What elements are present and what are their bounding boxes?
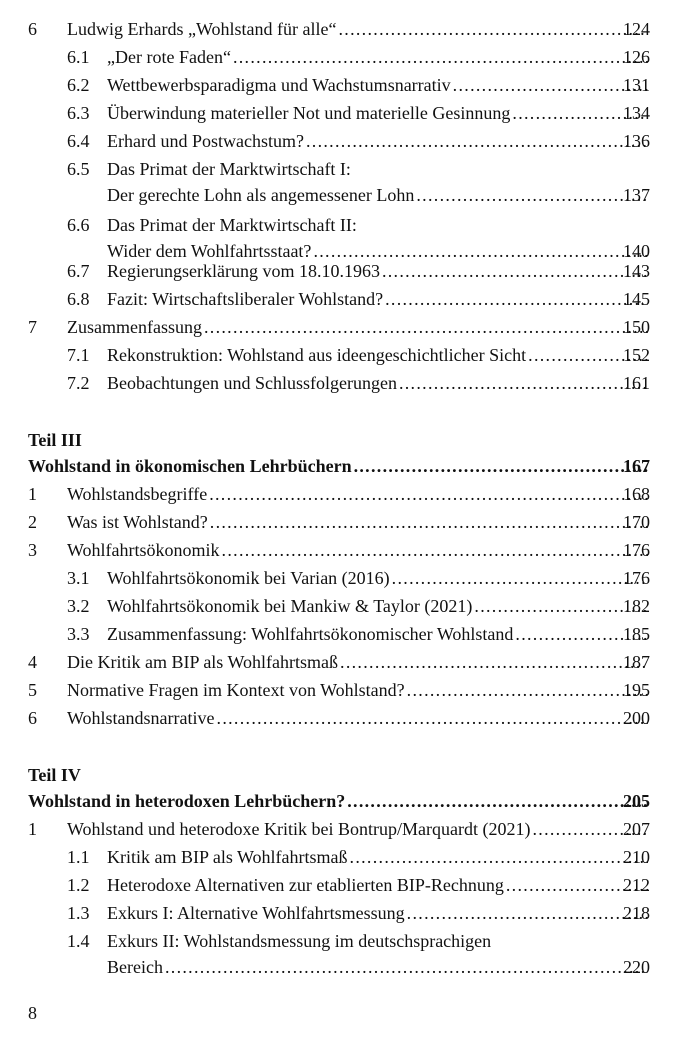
entry-title: Fazit: Wirtschaftsliberaler Wohlstand?: [107, 289, 384, 309]
entry-number: 4: [28, 652, 37, 672]
entry-title: Bereich: [107, 957, 163, 977]
toc-entry: [0, 900, 699, 926]
toc-entry: [0, 16, 699, 42]
entry-page: 195: [623, 680, 650, 700]
toc-entry: [0, 565, 699, 591]
entry-title: Erhard und Postwachstum?: [107, 131, 304, 151]
leader-dots: [204, 314, 648, 340]
entry-title: Regierungserklärung vom 18.10.1963: [107, 261, 380, 281]
entry-number: 3.3: [67, 624, 90, 644]
toc-entry: [0, 928, 699, 980]
entry-title: Normative Fragen im Kontext von Wohlstand?: [67, 680, 405, 700]
leader-dots: [474, 593, 648, 619]
entry-page: 168: [623, 484, 650, 504]
entry-page: 145: [623, 289, 650, 309]
toc-entry: [0, 258, 699, 284]
page-number: 8: [28, 1003, 37, 1023]
entry-number: 3.2: [67, 596, 90, 616]
toc-entry: [0, 100, 699, 126]
entry-title: „Der rote Faden“: [107, 47, 231, 67]
leader-dots: [382, 258, 648, 284]
entry-title: Wohlstandsbegriffe: [67, 484, 208, 504]
entry-number: 1.4: [67, 931, 90, 951]
entry-number: 6.6: [67, 215, 90, 235]
toc-entry: [0, 844, 699, 870]
entry-number: 2: [28, 512, 37, 532]
leader-dots: [217, 705, 648, 731]
entry-title: Ludwig Erhards „Wohlstand für alle“: [67, 19, 337, 39]
entry-page: 136: [623, 131, 650, 151]
toc-entry: [0, 128, 699, 154]
entry-page: 176: [623, 540, 650, 560]
entry-number: 6: [28, 708, 37, 728]
part-heading: [0, 788, 699, 814]
toc-entry: [0, 509, 699, 535]
entry-page: 176: [623, 568, 650, 588]
part-title: Wohlstand in heterodoxen Lehrbüchern?: [28, 791, 346, 811]
part-page: 167: [623, 456, 650, 476]
entry-page: 218: [623, 903, 650, 923]
toc-entry: [0, 677, 699, 703]
toc-entry: [0, 705, 699, 731]
entry-number: 3: [28, 540, 37, 560]
leader-dots: [416, 182, 648, 208]
entry-title: Der gerechte Lohn als angemessener Lohn: [107, 185, 415, 205]
leader-dots: [210, 509, 648, 535]
entry-page: 150: [623, 317, 650, 337]
entry-number: 6: [28, 19, 37, 39]
leader-dots: [222, 537, 648, 563]
toc-entry: [0, 481, 699, 507]
toc-entry: [0, 156, 699, 208]
entry-title: Was ist Wohlstand?: [67, 512, 208, 532]
entry-page: 212: [623, 875, 650, 895]
entry-number: 3.1: [67, 568, 90, 588]
leader-dots: [165, 954, 648, 980]
entry-title: Wohlfahrtsökonomik bei Mankiw & Taylor (2021): [107, 596, 473, 616]
leader-dots: [399, 370, 648, 396]
entry-page: 131: [623, 75, 650, 95]
entry-page: 137: [623, 185, 650, 205]
entry-page: 161: [623, 373, 650, 393]
entry-page: 124: [623, 19, 650, 39]
entry-page: 220: [623, 957, 650, 977]
entry-number: 6.5: [67, 159, 90, 179]
entry-title: Wohlfahrtsökonomik: [67, 540, 220, 560]
entry-page: 187: [623, 652, 650, 672]
entry-page: 185: [623, 624, 650, 644]
toc-entry: [0, 370, 699, 396]
entry-number: 5: [28, 680, 37, 700]
leader-dots: [354, 453, 648, 479]
entry-title: Wider dem Wohlfahrtsstaat?: [107, 241, 312, 261]
entry-page: 126: [623, 47, 650, 67]
entry-page: 210: [623, 847, 650, 867]
leader-dots: [306, 128, 648, 154]
part-title: Wohlstand in ökonomischen Lehrbüchern: [28, 456, 352, 476]
entry-number: 7.1: [67, 345, 90, 365]
part-label: Teil III: [28, 430, 82, 450]
part-heading: [0, 453, 699, 479]
entry-title: Die Kritik am BIP als Wohlfahrtsmaß: [67, 652, 339, 672]
entry-number: 1.2: [67, 875, 90, 895]
entry-title: Zusammenfassung: [67, 317, 202, 337]
leader-dots: [347, 788, 648, 814]
entry-page: 140: [623, 241, 650, 261]
toc-entry: [0, 314, 699, 340]
leader-dots: [338, 16, 648, 42]
entry-number: 1.3: [67, 903, 90, 923]
leader-dots: [407, 677, 648, 703]
entry-page: 182: [623, 596, 650, 616]
toc-entry: [0, 342, 699, 368]
toc-entry: [0, 649, 699, 675]
leader-dots: [233, 44, 648, 70]
toc-entry: [0, 286, 699, 312]
leader-dots: [385, 286, 648, 312]
toc-entry: [0, 621, 699, 647]
entry-title: Wettbewerbsparadigma und Wachstumsnarrativ: [107, 75, 451, 95]
entry-number: 6.7: [67, 261, 90, 281]
entry-title: Exkurs I: Alternative Wohlfahrtsmessung: [107, 903, 405, 923]
entry-page: 170: [623, 512, 650, 532]
entry-number: 1.1: [67, 847, 90, 867]
entry-number: 1: [28, 819, 37, 839]
part-label: Teil IV: [28, 765, 81, 785]
entry-number: 6.2: [67, 75, 90, 95]
toc-entry: [0, 72, 699, 98]
leader-dots: [407, 900, 648, 926]
toc-entry: [0, 816, 699, 842]
leader-dots: [209, 481, 648, 507]
entry-page: 143: [623, 261, 650, 281]
entry-number: 1: [28, 484, 37, 504]
entry-number: 7.2: [67, 373, 90, 393]
leader-dots: [392, 565, 648, 591]
entry-title: Überwindung materieller Not und materielle Gesinnung: [107, 103, 511, 123]
entry-number: 6.8: [67, 289, 90, 309]
entry-title: Wohlstandsnarrative: [67, 708, 215, 728]
entry-page: 152: [623, 345, 650, 365]
entry-title: Wohlfahrtsökonomik bei Varian (2016): [107, 568, 390, 588]
leader-dots: [350, 844, 648, 870]
leader-dots: [453, 72, 648, 98]
toc-entry: [0, 44, 699, 70]
entry-title-line1: Das Primat der Marktwirtschaft I:: [107, 159, 351, 179]
entry-title: Kritik am BIP als Wohlfahrtsmaß: [107, 847, 348, 867]
entry-title: Wohlstand und heterodoxe Kritik bei Bontrup/Marquardt (2021): [67, 819, 531, 839]
entry-title: Zusammenfassung: Wohlfahrtsökonomischer Wohlstand: [107, 624, 514, 644]
entry-title-line1: Exkurs II: Wohlstandsmessung im deutschsprachigen: [107, 931, 492, 951]
entry-page: 207: [623, 819, 650, 839]
entry-title: Rekonstruktion: Wohlstand aus ideengeschichtlicher Sicht: [107, 345, 527, 365]
entry-page: 200: [623, 708, 650, 728]
toc-entry: [0, 212, 699, 264]
part-page: 205: [623, 791, 650, 811]
toc-entry: [0, 593, 699, 619]
entry-title: Beobachtungen und Schlussfolgerungen: [107, 373, 397, 393]
toc-entry: [0, 537, 699, 563]
entry-title: Heterodoxe Alternativen zur etablierten BIP-Rechnung: [107, 875, 504, 895]
leader-dots: [340, 649, 648, 675]
entry-number: 6.1: [67, 47, 90, 67]
entry-number: 6.4: [67, 131, 90, 151]
entry-number: 7: [28, 317, 37, 337]
entry-title-line1: Das Primat der Marktwirtschaft II:: [107, 215, 357, 235]
entry-number: 6.3: [67, 103, 90, 123]
toc-entry: [0, 872, 699, 898]
entry-page: 134: [623, 103, 650, 123]
